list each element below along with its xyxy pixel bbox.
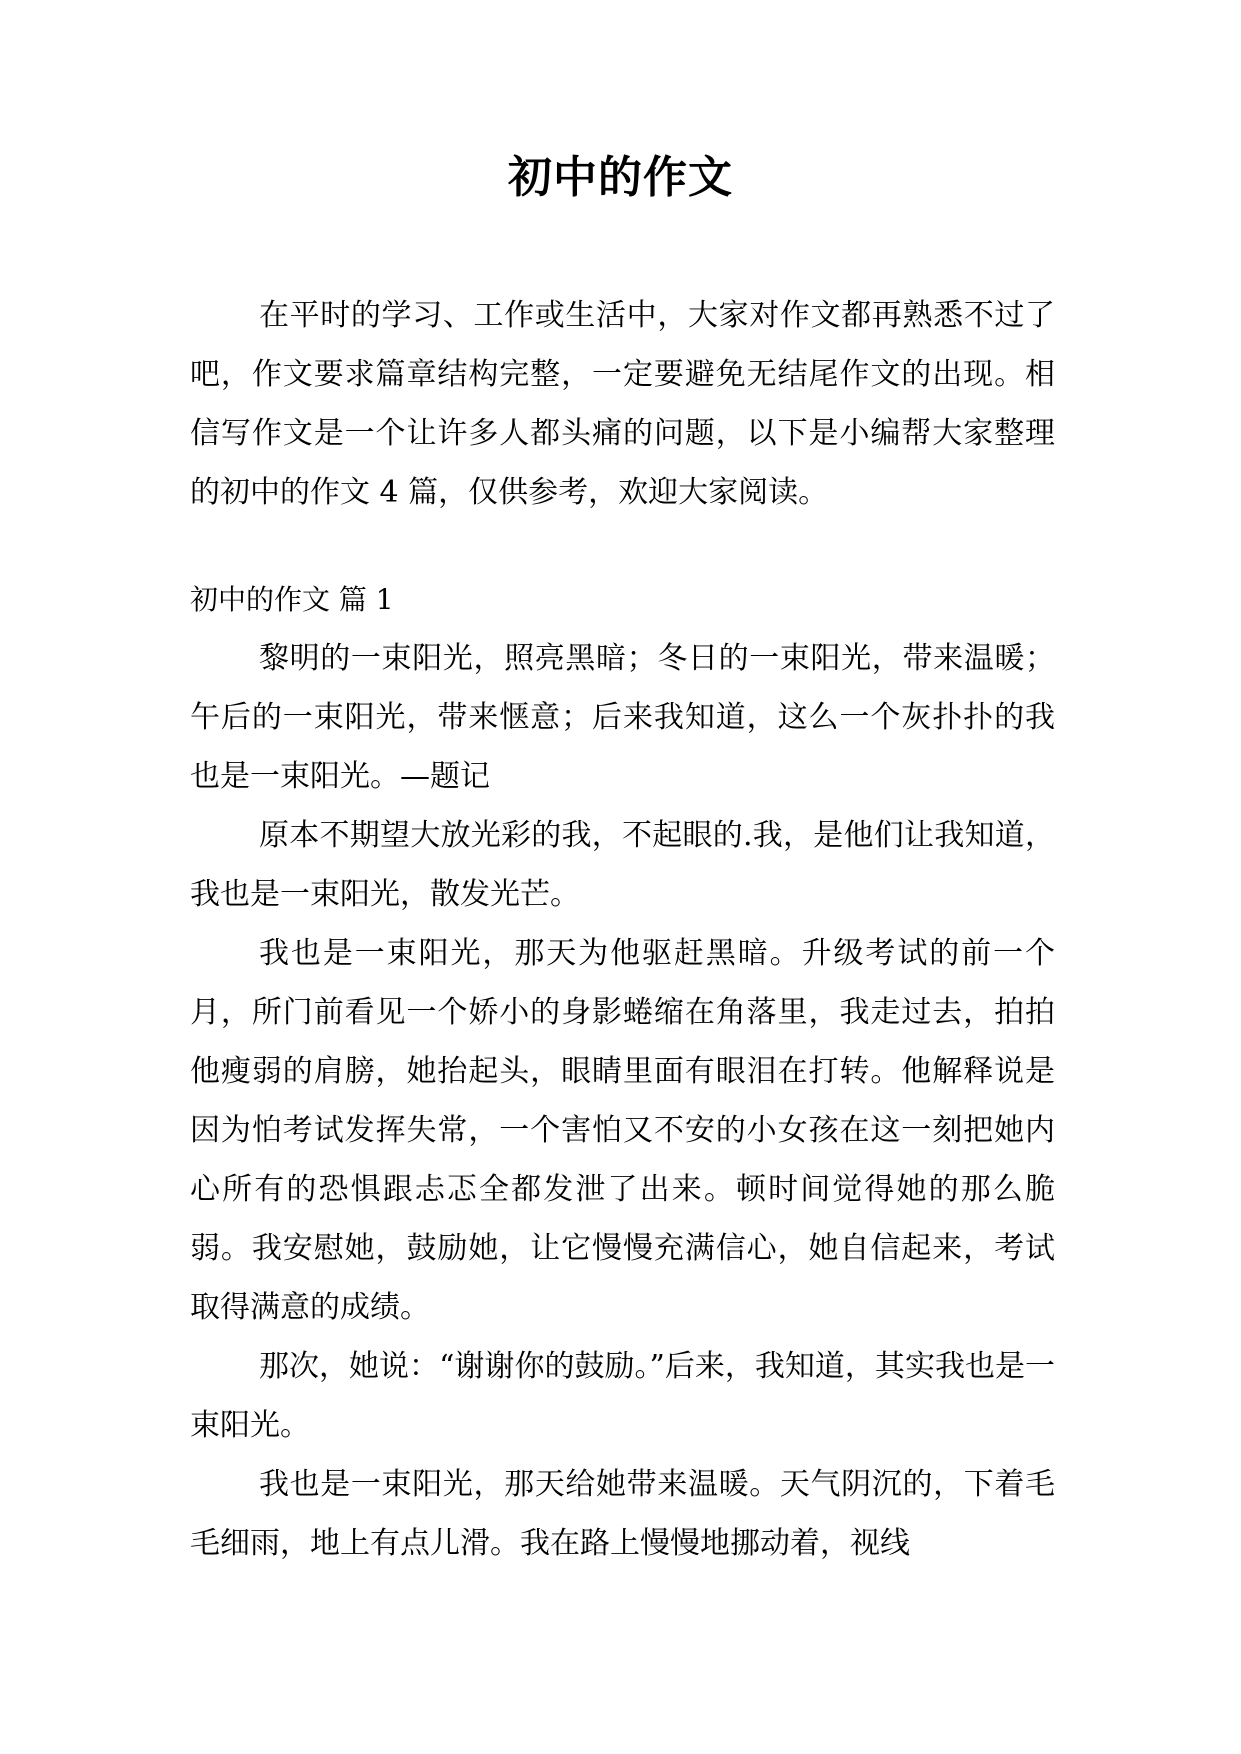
section-spacer (190, 522, 1055, 570)
document-body (190, 286, 1055, 1573)
section-heading: 初中的作文 篇 1 (190, 583, 394, 616)
body-paragraph: 我也是一束阳光，那天给她带来温暖。天气阴沉的，下着毛毛细雨，地上有点儿滑。我在路上慢慢地挪动着，视线 (190, 1467, 1055, 1561)
body-paragraph: 我也是一束阳光，那天为他驱赶黑暗。升级考试的前一个月，所门前看见一个娇小的身影蜷缩在角落里，我走过去，拍拍他瘦弱的肩膀，她抬起头，眼睛里面有眼泪在打转。他解释说是因为怕考试发挥失常，一个害怕又不安的小女孩在这一刻把她内心所有的恐惧跟忐忑全都发泄了出来。顿时间觉得她的那么脆弱。我安慰她，鼓励她，让它慢慢充满信心，她自信起来，考试取得满意的成绩。 (190, 936, 1055, 1325)
body-paragraph: 黎明的一束阳光，照亮黑暗；冬日的一束阳光，带来温暖；午后的一束阳光，带来惬意；后来我知道，这么一个灰扑扑的我也是一束阳光。—题记 (190, 641, 1055, 794)
intro-paragraph: 在平时的学习、工作或生活中，大家对作文都再熟悉不过了吧，作文要求篇章结构完整，一定要避免无结尾作文的出现。相信写作文是一个让许多人都头痛的问题，以下是小编帮大家整理的初中的作文 4 篇，仅供参考，欢迎大家阅读。 (190, 298, 1055, 510)
document-title: 初中的作文 (508, 152, 733, 203)
body-paragraph: 那次，她说：“谢谢你的鼓励。”后来，我知道，其实我也是一束阳光。 (190, 1349, 1055, 1443)
body-paragraph: 原本不期望大放光彩的我，不起眼的.我，是他们让我知道，我也是一束阳光，散发光芒。 (190, 818, 1055, 912)
